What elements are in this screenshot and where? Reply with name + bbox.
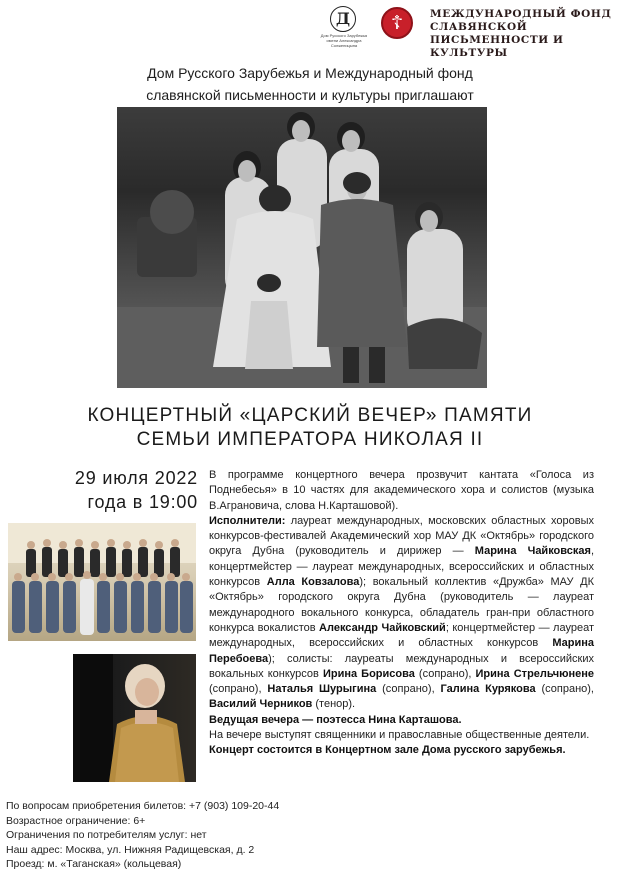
dom-logo-mark: Д: [330, 6, 356, 32]
performer-name: Алла Ковзалова: [266, 576, 360, 589]
performers-text: ); солисты: лауреаты международных и всероссийских вокальных конкурсов: [209, 652, 594, 680]
host-line: [209, 713, 594, 728]
performers-text: , концертмейстер — лауреат международных, всероссийских и областных конкурсов: [209, 545, 594, 589]
consumer-limits: Ограничения по потребителям услуг: нет: [6, 829, 207, 842]
event-date-line-1: 29 июля 2022: [74, 468, 198, 488]
performers-text: (тенор).: [312, 698, 356, 711]
performer-name: Ирина Борисова: [322, 667, 415, 680]
venue-text: Концерт состоится в Концертном зале Дома русского зарубежья.: [209, 744, 566, 757]
venue-address: Наш адрес: Москва, ул. Нижняя Радищевская, д. 2: [6, 843, 255, 856]
performers-text: (сопрано),: [209, 683, 268, 696]
performers-label: Исполнители:: [209, 514, 286, 527]
poet-photo: [73, 654, 196, 782]
event-date: [30, 466, 198, 514]
imperial-family-photo-art: [117, 107, 487, 388]
tickets-phone: По вопросам приобретения билетов: +7 (903) 109-20-44: [6, 800, 280, 812]
venue-line: [209, 743, 594, 758]
imperial-family-photo: [117, 107, 487, 388]
performer-name: Галина Курякова: [440, 683, 536, 696]
concert-title-line-2: СЕМЬИ ИМПЕРАТОРА НИКОЛАЯ II: [136, 429, 484, 450]
concert-title: [30, 404, 590, 452]
host-text: Ведущая вечера — поэтесса Нина Карташова.: [209, 713, 462, 726]
intro-line-1: Дом Русского Зарубежья и Международный фонд: [147, 65, 473, 81]
age-restriction: Возрастное ограничение: 6+: [6, 814, 146, 827]
performers-text: ); вокальный коллектив «Дружба» МАУ ДК «Октябрь» городского округа Дубна (руководитель — лауреат международного вокального конкурса, обладатель гран-при областного конкурса вокалистов: [209, 576, 594, 634]
performers-paragraph: [209, 514, 594, 713]
orthodox-cross-icon: ☦: [390, 12, 404, 34]
program-text: [209, 468, 594, 759]
dom-logo-caption: Дом Русского Зарубежья имени Александра Солженицына: [320, 33, 368, 48]
intro-text: [70, 62, 550, 106]
performers-text: ; концертмейстер — лауреат международных, всероссийских и областных конкурсов: [209, 621, 594, 650]
performers-text: (сопрано),: [535, 683, 594, 696]
dom-russkogo-zarubezhya-logo: [318, 6, 370, 48]
performers-text: лауреат международных, московских областных хоровых конкурсов-фестивалей Академический хор МАУ ДК «Октябрь» городского округа Дубна (руководитель и дирижер —: [209, 514, 594, 558]
choir-photo-art: [8, 523, 196, 641]
event-date-line-2: года в 19:00: [87, 492, 198, 512]
clergy-line: На вечере выступят священники и православные общественные деятели.: [209, 729, 590, 742]
performers-text: (сопрано),: [414, 667, 476, 680]
performer-name: Наталья Шурыгина: [267, 683, 377, 696]
directions: Проезд: м. «Таганская» (кольцевая): [6, 858, 182, 870]
program-intro: В программе концертного вечера прозвучит кантата «Голоса из Поднебесья» в 10 частях для академического хора и солистов (музыка В.Аграновича, слова Н.Карташовой).: [209, 469, 594, 512]
fund-name: МЕЖДУНАРОДНЫЙ ФОНД СЛАВЯНСКОЙ ПИСЬМЕННОСТИ И КУЛЬТУРЫ: [430, 8, 612, 59]
concert-title-line-1: КОНЦЕРТНЫЙ «ЦАРСКИЙ ВЕЧЕР» ПАМЯТИ: [87, 405, 533, 426]
poet-photo-art: [73, 654, 196, 782]
performer-name: Марина Чайковская: [474, 545, 591, 558]
performer-name: Василий Черников: [209, 698, 313, 711]
fund-seal-logo: [381, 7, 413, 39]
performers-text: (сопрано),: [376, 683, 441, 696]
performer-name: Александр Чайковский: [319, 621, 446, 634]
performer-name: Марина Перебоева: [209, 637, 594, 665]
intro-line-2: славянской письменности и культуры приглашают: [146, 87, 474, 103]
performer-name: Ирина Стрельчюнене: [475, 667, 594, 680]
footer-info: [6, 799, 406, 870]
choir-photo: [8, 523, 196, 641]
